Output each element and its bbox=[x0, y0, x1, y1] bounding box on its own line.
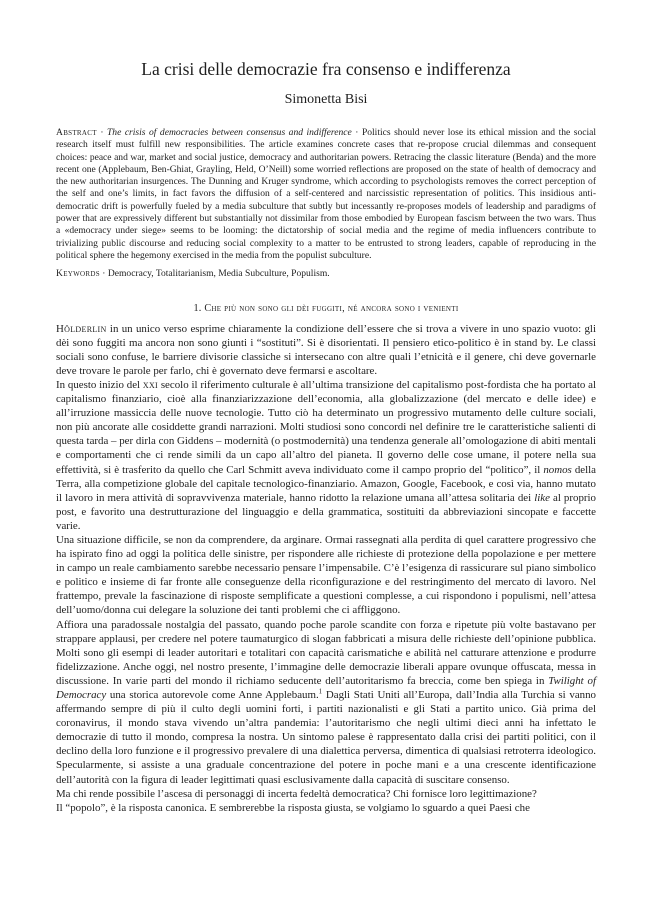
footnote-ref-1[interactable]: 1 bbox=[318, 687, 323, 696]
section-title: Che più non sono gli dèi fuggiti, né ancora sono i venienti bbox=[204, 302, 459, 314]
paragraph-2 bbox=[56, 378, 596, 533]
section-number: 1. bbox=[193, 302, 202, 314]
paragraph-2-century: xxi bbox=[142, 378, 158, 391]
abstract-text: Politics should never lose its ethical mission and the social research itself must fulfill new responsibilities. The article examines concrete cases that re-propose crucial dilemmas and consequent choices: peace and war, market and social justice, democracy and authoritarian powers. Retracing the classic literature (Benda) and the more recent one (Applebaum, Ben-Ghiat, Grayling, Held, O’Neill) some worried reflections are proposed on the state of health of democracy and the new authoritarian insurgences. The Dunning and Kruger syndrome, which according to psychologists removes the correct perception of the self and one’s limits, in fact favors the diffusion of a self-centered and narcissistic representation of politics. This insidious anti-democratic drift is powerfully fueled by a media subculture that subtly but incessantly re-proposes models of leadership and paradigms of power that are expressively different but substantially not dissimilar from those embodied by European fascism between the two wars. Thus a «democracy under siege» seems to be looming: the dictatorship of social media and the regime of media influencers contribute to trivializing public discourse and reducing social complexity to a matter to be entrusted to strong leaders, capable of reproducing in the political sphere the hegemony exercised in the media from the populist subculture. bbox=[56, 127, 597, 261]
paragraph-4-text-c: Dagli Stati Uniti all’Europa, dall’India alla Turchia si vanno affermando sempre di più il culto degli uomini forti, i partiti nazionalisti e gli Stati a partito unico. Già prima del coronavirus, il mondo stava vivendo un’altra pandemia: l’autoritarismo che negli ultimi dieci anni ha infettato le democrazie di tutto il mondo, compresa la nostra. Un sintomo palese è rappresentato dalla crisi dei partiti politici, con il declino della loro funzione e il progressivo prevalere di una dialettica perversa, dimentica di qualsiasi retroterra ideologico. Specularmente, si assiste a una graduale concentrazione del potere in poche mani e a una crescente identificazione dell’autorità con la figura di leader legittimati quasi esclusivamente dalla capacità di suscitare consenso. bbox=[56, 689, 596, 786]
abstract-block bbox=[56, 127, 596, 262]
paragraph-2-nomos: nomos bbox=[543, 463, 572, 476]
paragraph-2-text-a: In questo inizio del bbox=[56, 378, 143, 391]
abstract-separator: · bbox=[96, 127, 107, 138]
keywords-text: Democracy, Totalitarianism, Media Subculture, Populism. bbox=[107, 268, 330, 280]
keywords-label: Keywords bbox=[56, 268, 100, 280]
paragraph-2-like: like bbox=[534, 491, 550, 504]
paragraph-4-book-title: Twilight of Democracy bbox=[56, 674, 596, 701]
paragraph-1-lead-name: Hölderlin bbox=[56, 322, 107, 335]
article-body bbox=[56, 322, 596, 815]
paragraph-2-text-d: al proprio post, e favorito una destrutturazione del linguaggio e della grammatica, sostituiti da abbreviazioni sincopate e faccette varie. bbox=[56, 491, 596, 532]
keywords-separator: · bbox=[99, 268, 108, 280]
paragraph-1 bbox=[56, 322, 596, 378]
paragraph-4-text-b: una storica autorevole come Anne Applebaum. bbox=[106, 689, 319, 701]
paragraph-3: Una situazione difficile, se non da comprendere, da arginare. Ormai rassegnati alla perdita di quel carattere progressivo che ha ispirato fino ad oggi la politica delle sinistre, per rispondere alle richieste di protezione della popolazione e per mettere in campo un reale cambiamento sarebbe necessario pensare l’impensabile. C’è l’esigenza di rassicurare sul piano simbolico e politico e insieme di far fronte alle conseguenze della riconfigurazione e del restringimento del mercato di lavoro. Nel frattempo, prevale la fascinazione di risposte semplificate a questioni complesse, a cui rispondono i populismi, nell’attesa dell’uomo/donna cui delegare la soluzione dei tanti problemi che ci affliggono. bbox=[56, 533, 596, 617]
paragraph-4-text-a: Affiora una paradossale nostalgia del passato, quando poche parole scandite con forza e ripetute più volte bastavano per strappare applausi, per credere nel potere taumaturgico di slogan fabbricati a misura delle richieste dell’opinione pubblica. Molti sono gli esempi di leader autoritari e totalitari con capacità carismatiche e abilità nel catturare attenzione e produrre fidelizzazione. Anche oggi, nel nostro presente, l’immagine delle democrazie liberali appare ovunque offuscata, messa in discussione. In varie parti del mondo il richiamo seducente dell’autoritarismo fa breccia, come ben spiega in bbox=[56, 618, 596, 687]
section-heading bbox=[56, 303, 596, 314]
paragraph-4 bbox=[56, 618, 596, 787]
abstract-label: Abstract bbox=[56, 127, 97, 138]
abstract-separator-2: · bbox=[351, 127, 362, 138]
paragraph-2-text-c: della Terra, alla competizione globale del capitale tecnologico-finanziario. Amazon, Google, Facebook, e così via, hanno mutato il lavoro in mera attività di sopravvivenza materiale, hanno ridotto la relazione umana all’attesa solitaria dei bbox=[56, 463, 597, 504]
keywords-block bbox=[56, 268, 596, 280]
paragraph-6: Il “popolo”, è la risposta canonica. E sembrerebbe la risposta giusta, se volgiamo lo sguardo a quei Paesi che bbox=[56, 801, 530, 814]
paragraph-1-text: in un unico verso esprime chiaramente la condizione dell’essere che si trova a vivere in uno spazio vuoto: gli dèi sono fuggiti ma ancora non sono giunti i “sostituti”. Si è disorientati. Il pensiero etico-politico è in stand by. Le classi sociali sono confuse, le barriere divisorie classiche si intersecano con altre quali l’etnicità e il genere, chi deve governarle deve trovare le parole per farlo, chi è governato deve fermarsi e ascoltare. bbox=[56, 322, 596, 377]
abstract-title: The crisis of democracies between consensus and indifference bbox=[107, 127, 352, 138]
paragraph-5: Ma chi rende possibile l’ascesa di personaggi di incerta fedeltà democratica? Chi fornisce loro legittimazione? bbox=[56, 787, 537, 800]
article-title: La crisi delle democrazie fra consenso e indifferenza bbox=[141, 59, 511, 79]
paragraph-2-text-b: secolo il riferimento culturale è all’ultima transizione del capitalismo post-fordista che ha portato al capitalismo finanziario, cioè alla finanziarizzazione dell’economia, alla globalizzazione (del mercato e delle idee) e all’irruzione massiccia delle nuove tecnologie. Tutto ciò ha determinato un progressivo mutamento delle culture sociali, non più ancorate alle cosiddette grandi narrazioni. Molti studiosi sono concordi nel definire tre le caratteristiche salienti di questa tarda – per dirla con Giddens – modernità (o postmodernità) una tendenza generale all’omologazione di abiti mentali e comportamenti che ci rende simili da un capo all’altro del pianeta. Il governo delle cose umane, il potere nella sua effettività, si è trasferito da quello che Carl Schmitt aveva individuato come il campo proprio del “politico”, il bbox=[56, 378, 596, 476]
article-author: Simonetta Bisi bbox=[284, 92, 368, 107]
